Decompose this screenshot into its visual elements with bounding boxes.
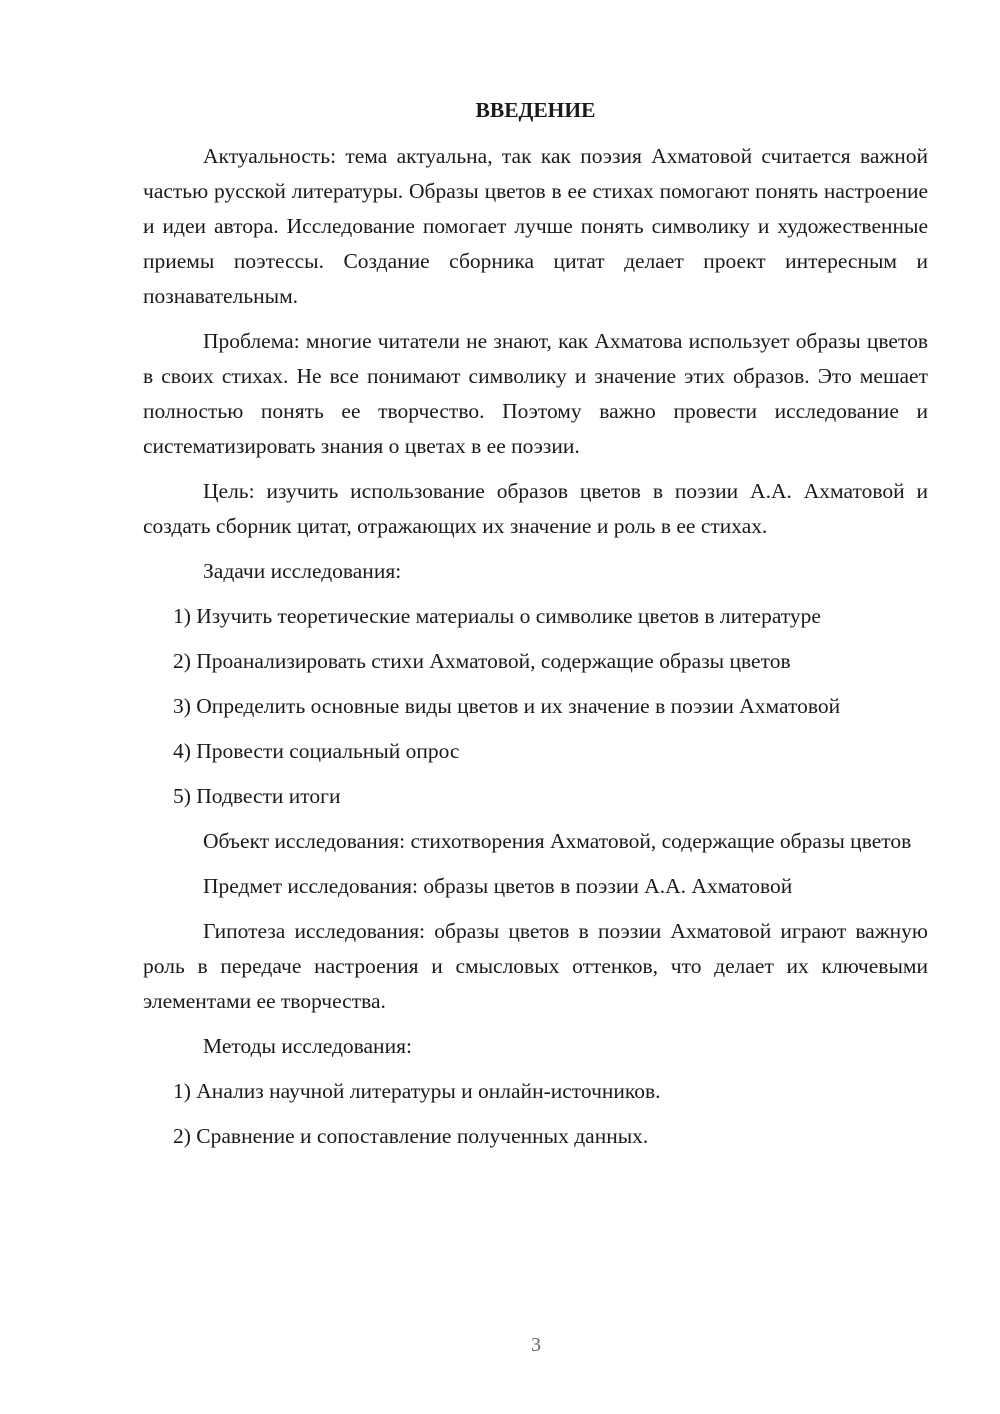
problem-paragraph: Проблема: многие читатели не знают, как Ахматова использует образы цветов в своих стихах. Не все понимают символику и значение этих образов. Это мешает полностью понять ее творчество. Поэтому важно провести исследование и систематизировать знания о цветах в ее поэзии. [143,329,928,458]
method-item: 2) Сравнение и сопоставление полученных данных. [173,1124,649,1148]
goal-paragraph: Цель: изучить использование образов цветов в поэзии А.А. Ахматовой и создать сборник цитат, отражающих их значение и роль в ее стихах. [143,479,928,538]
hypothesis-paragraph: Гипотеза исследования: образы цветов в поэзии Ахматовой играют важную роль в передаче настроения и смысловых оттенков, что делает их ключевыми элементами ее творчества. [143,919,928,1013]
task-item: 3) Определить основные виды цветов и их значение в поэзии Ахматовой [173,694,841,718]
subject-paragraph: Предмет исследования: образы цветов в поэзии А.А. Ахматовой [203,874,793,898]
page-number: 3 [531,1334,541,1356]
methods-heading: Методы исследования: [203,1034,412,1058]
document-page [143,95,928,1164]
section-title: ВВЕДЕНИЕ [475,98,596,122]
task-item: 4) Провести социальный опрос [173,739,460,763]
method-item: 1) Анализ научной литературы и онлайн-источников. [173,1079,661,1103]
task-item: 1) Изучить теоретические материалы о символике цветов в литературе [173,604,821,628]
tasks-heading: Задачи исследования: [203,559,402,583]
object-paragraph: Объект исследования: стихотворения Ахматовой, содержащие образы цветов [203,829,912,853]
task-item: 2) Проанализировать стихи Ахматовой, содержащие образы цветов [173,649,791,673]
relevance-paragraph: Актуальность: тема актуальна, так как поэзия Ахматовой считается важной частью русской литературы. Образы цветов в ее стихах помогают понять настроение и идеи автора. Исследование помогает лучше понять символику и художественные приемы поэтессы. Создание сборника цитат делает проект интересным и познавательным. [143,144,928,308]
task-item: 5) Подвести итоги [173,784,341,808]
